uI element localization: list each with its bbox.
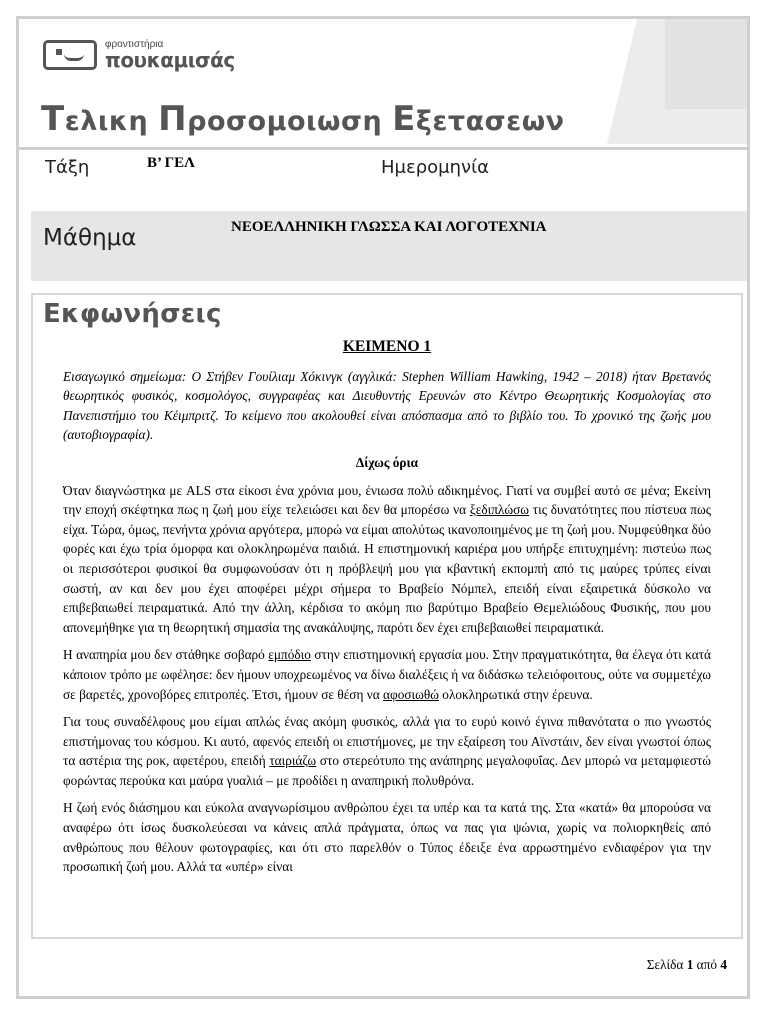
intro-note: Εισαγωγικό σημείωμα: Ο Στήβεν Γουίλιαμ Χόκινγκ (αγγλικά: Stephen William Hawking, 1942 – 2018) ήταν Βρετανός θεωρητικός φυσικός, κοσμολόγος, συγγραφέας και Διευθυντής Ερευνών στο Κέντρο Θεωρητικής Κοσμολογίας στο Πανεπιστήμιο του Κέιμπριτζ. Το κείμενο που ακολουθεί είναι απόσπασμα από το βιβλίο του. Το χρονικό της ζωής μου (αυτοβιογραφία). [63,368,711,443]
text-body [63,337,711,885]
logo-small-text: φροντιστήρια [105,39,164,50]
section-title: Εκφωνήσεις [43,299,222,329]
text-subtitle: Δίχως όρια [355,454,419,470]
date-label: Ημερομηνία [381,157,490,178]
class-value: Β’ ΓΕΛ [147,155,195,171]
text-run: Όταν διαγνώστηκα με ALS στα είκοσι ένα χρόνια μου, ένιωσα πολύ αδικημένος. Γιατί να συμβεί αυτό σε μένα; Εκείνη την εποχή σκέφτηκα πως η ζωή μου είχε τελειώσει και δεν θα μπορέσω να [63,482,711,518]
text-run: στην επιστημονική εργασία μου. Στην πραγματικότητα, θα έλεγα ότι κατά κάποιον τρόπο με ωφέλησε: δεν ήμουν υποχρεωμένος να δίνω διαλέξεις ή να διδάσκω τελειόφοιτους, ούτε να συμμετέχω σε βαρετές, χρονοβόρες επιτροπές. Έτσι, ήμουν σε θέση να [63,647,711,702]
body-paragraph [63,481,711,638]
page-number: Σελίδα 1 από 4 [646,957,727,972]
body-paragraph [63,712,711,790]
body-paragraph [63,645,711,704]
text-heading: ΚΕΙΜΕΝΟ 1 [342,338,432,355]
text-run: ολοκληρωτικά στην έρευνα. [438,686,593,702]
underlined-word: αφοσιωθώ [383,686,439,702]
logo-icon [43,40,97,70]
paragraphs [63,481,711,877]
subject-label: Μάθημα [43,225,137,251]
subject-value: ΝΕΟΕΛΛΗΝΙΚΗ ΓΛΩΣΣΑ ΚΑΙ ΛΟΓΟΤΕΧΝΙΑ [231,219,547,235]
text-run: τις δυνατότητες που πίστευα πως είχα. Τώρα, όμως, πενήντα χρόνια αργότερα, μπορώ να είμαι απολύτως ικανοποιημένος με τη ζωή μου. Νυμφεύθηκα δύο φορές και έχω τρία όμορφα και ολοκληρωμένα παιδιά. Η επιστημονική καριέρα μου υπήρξε επιτυχημένη: πιστεύω πως οι περισσότεροι φυσικοί θα συμφωνούσαν ότι η πρόβλεψή μου για κβαντική εκπομπή από τις μαύρες τρύπες είναι σωστή, αν και δεν μου έχει αποφέρει μέχρι σήμερα το Βραβείο Νόμπελ, επειδή είναι εξαιρετικά δύσκολο να επιβεβαιωθεί πειραματικά. Από την άλλη, κέρδισα το ακόμη πιο βαρύτιμο Βραβείο Θεμελιώδους Φυσικής, που μου απονεμήθηκε για τη θεωρητική σημασία της ανακάλυψης, παρότι δεν έχει επιβεβαιωθεί πειραματικά. [63,502,711,635]
exam-page [16,16,750,999]
subject-band [31,211,747,281]
body-paragraph [63,798,711,876]
logo-brand-text: πουκαμισάς [105,48,235,72]
text-run: στο στερεότυπο της ανάπηρης μεγαλοφυΐας. Δεν μπορώ να μεταμφιεστώ φορώντας περούκα και μαύρα γυαλιά – με προδίδει η αναπηρική πολυθρόνα. [63,753,712,788]
underlined-word: ταιριάζω [269,753,317,769]
text-run: Η ζωή ενός διάσημου και εύκολα αναγνωρίσιμου ανθρώπου έχει τα υπέρ και τα κατά της. Στα «κατά» θα μπορούσα να αναφέρω ότι ίσως δυσκολεύεσαι να κάνεις απλά πράγματα, όπως να πας για ψώνια, χωρίς να πολιορκηθείς από ανθρώπους που θέλουν φωτογραφίες, και ότι στο παρελθόν ο Τύπος έδειξε ένα αρρωστημένο ενδιαφέρον για την προσωπική ζωή μου. Αλλά τα «υπέρ» είναι [63,800,711,875]
corner-decoration-inner [665,19,747,109]
class-label: Τάξη [45,157,90,178]
underlined-word: εμπόδιο [268,647,311,663]
text-run: Η αναπηρία μου δεν στάθηκε σοβαρό [63,647,269,663]
page-title: Τελικη Προσομοιωση Εξετασεων [41,99,565,139]
header-divider [19,147,747,150]
questions-box [31,293,743,939]
text-run: Για τους συναδέλφους μου είμαι απλώς ένας ακόμη φυσικός, αλλά για το ευρύ κοινό έγινα πιθανότατα ο πιο γνωστός επιστήμονας του κόσμου. Κι αυτό, αφενός επειδή οι επιστήμονες, με την εξαίρεση του Αϊνστάιν, δεν είναι γνωστοί όπως τα αστέρια της ροκ, αφετέρου, επειδή [63,714,711,769]
logo [43,35,235,75]
underlined-word: ξεδιπλώσω [469,502,530,518]
